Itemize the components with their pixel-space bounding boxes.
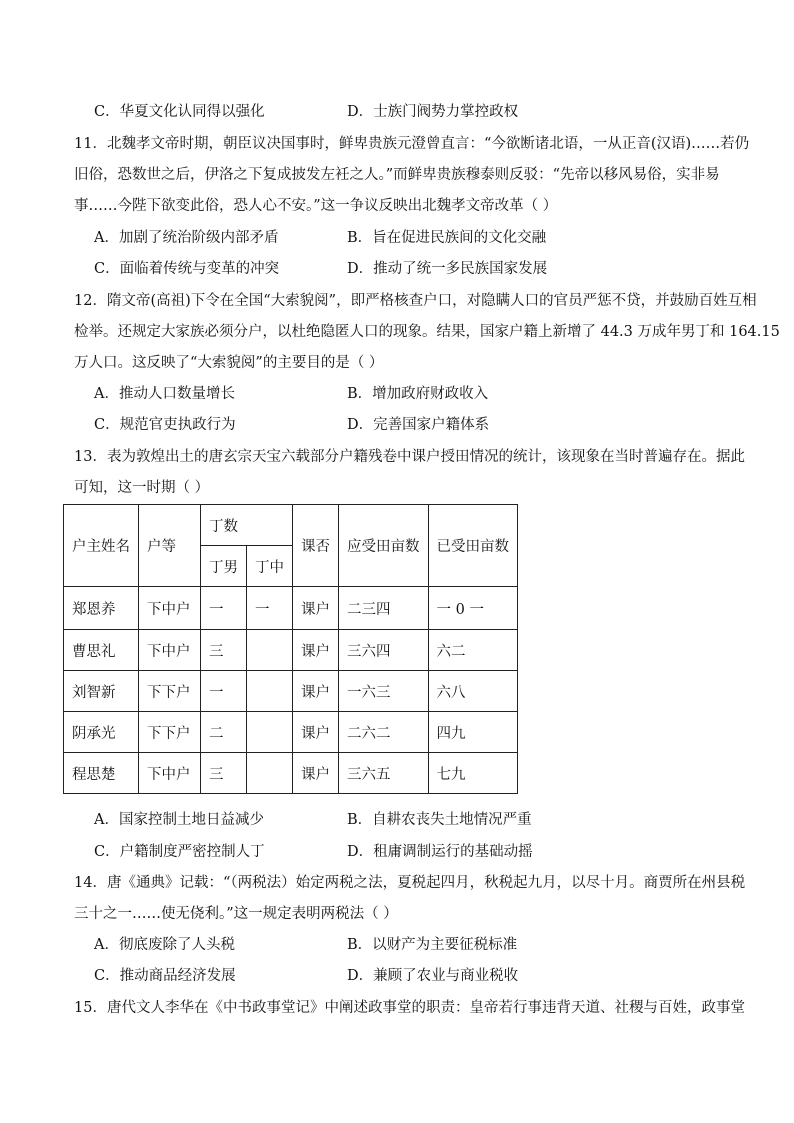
table-row xyxy=(64,712,518,753)
cell-grade: 下中户 xyxy=(139,753,201,794)
table-row xyxy=(64,587,518,630)
cell-grade: 下中户 xyxy=(139,587,201,630)
q14-stem-line-1: 14．唐《通典》记载：“（两税法）始定两税之法，夏税起四月，秋税起九月，以尽十月。商贾所在州县税 xyxy=(74,875,746,891)
table-row xyxy=(64,671,518,712)
cell-should: 二六二 xyxy=(339,712,429,753)
q12-stem-line-2: 检举。还规定大家族必须分户，以杜绝隐匿人口的现象。结果，国家户籍上新增了 44.3 万成年男丁和 164.15 xyxy=(74,324,780,340)
header-dingnan: 丁男 xyxy=(201,546,247,587)
cell-name: 郑恩养 xyxy=(64,587,139,630)
cell-received: 六八 xyxy=(428,671,518,712)
q14-option-c[interactable]: C．推动商品经济发展 xyxy=(94,968,236,984)
q13-stem-line-1: 13．表为敦煌出土的唐玄宗天宝六载部分户籍残卷中课户授田情况的统计，该现象在当时普遍存在。据此 xyxy=(74,449,745,465)
q11-option-d[interactable]: D．推动了统一多民族国家发展 xyxy=(347,261,548,277)
cell-nan: 二 xyxy=(201,712,247,753)
header-dingzhong: 丁中 xyxy=(247,546,293,587)
cell-should: 二三四 xyxy=(339,587,429,630)
cell-nan: 一 xyxy=(201,671,247,712)
household-registry-table xyxy=(63,504,518,794)
cell-nan: 三 xyxy=(201,753,247,794)
q11-option-a[interactable]: A．加剧了统治阶级内部矛盾 xyxy=(94,230,279,246)
cell-nan: 三 xyxy=(201,630,247,671)
q14-stem-line-2: 三十之一……使无侥利。”这一规定表明两税法（ ） xyxy=(74,906,398,922)
header-received: 已受田亩数 xyxy=(428,505,518,587)
cell-name: 曹思礼 xyxy=(64,630,139,671)
q14-option-a[interactable]: A．彻底废除了人头税 xyxy=(94,937,235,953)
cell-nan: 一 xyxy=(201,587,247,630)
q10-option-c[interactable]: C．华夏文化认同得以强化 xyxy=(94,104,265,120)
q12-stem-line-1: 12．隋文帝(高祖)下令在全国“大索貌阅”，即严格核查户口，对隐瞒人口的官员严惩不贷，并鼓励百姓互相 xyxy=(74,293,757,309)
header-grade: 户等 xyxy=(139,505,201,587)
cell-ke: 课户 xyxy=(293,753,339,794)
cell-grade: 下下户 xyxy=(139,712,201,753)
q11-option-b[interactable]: B．旨在促进民族间的文化交融 xyxy=(347,230,547,246)
cell-grade: 下中户 xyxy=(139,630,201,671)
cell-zhong xyxy=(247,753,293,794)
cell-grade: 下下户 xyxy=(139,671,201,712)
table-row xyxy=(64,753,518,794)
cell-ke: 课户 xyxy=(293,587,339,630)
q11-option-c[interactable]: C．面临着传统与变革的冲突 xyxy=(94,261,280,277)
q13-option-d[interactable]: D．租庸调制运行的基础动摇 xyxy=(347,844,533,860)
cell-received: 七九 xyxy=(428,753,518,794)
q11-stem-line-1: 11．北魏孝文帝时期，朝臣议决国事时，鲜卑贵族元澄曾直言：“今欲断诸北语，一从正音(汉语)……若仍 xyxy=(74,136,750,152)
cell-zhong xyxy=(247,630,293,671)
cell-name: 阴承光 xyxy=(64,712,139,753)
cell-received: 一 0 一 xyxy=(428,587,518,630)
q13-option-b[interactable]: B．自耕农丧失土地情况严重 xyxy=(347,812,532,828)
cell-zhong: 一 xyxy=(247,587,293,630)
cell-ke: 课户 xyxy=(293,712,339,753)
cell-ke: 课户 xyxy=(293,630,339,671)
header-name: 户主姓名 xyxy=(64,505,139,587)
table-row xyxy=(64,630,518,671)
q10-option-d[interactable]: D．士族门阀势力掌控政权 xyxy=(347,104,519,120)
q12-option-c[interactable]: C．规范官吏执政行为 xyxy=(94,417,236,433)
header-ding: 丁数 xyxy=(201,505,293,546)
cell-should: 一六三 xyxy=(339,671,429,712)
cell-received: 六二 xyxy=(428,630,518,671)
q12-option-a[interactable]: A．推动人口数量增长 xyxy=(94,386,235,402)
cell-received: 四九 xyxy=(428,712,518,753)
q13-option-a[interactable]: A．国家控制土地日益减少 xyxy=(94,812,264,828)
q14-option-b[interactable]: B．以财产为主要征税标准 xyxy=(347,937,518,953)
q14-option-d[interactable]: D．兼顾了农业与商业税收 xyxy=(347,968,519,984)
q15-stem-line-1: 15．唐代文人李华在《中书政事堂记》中阐述政事堂的职责：皇帝若行事违背天道、社稷与百姓，政事堂 xyxy=(74,1000,745,1016)
cell-should: 三六五 xyxy=(339,753,429,794)
q12-stem-line-3: 万人口。这反映了“大索貌阅”的主要目的是（ ） xyxy=(74,355,384,371)
cell-ke: 课户 xyxy=(293,671,339,712)
q12-option-b[interactable]: B．增加政府财政收入 xyxy=(347,386,489,402)
cell-should: 三六四 xyxy=(339,630,429,671)
q13-stem-line-2: 可知，这一时期（ ） xyxy=(74,480,210,496)
q13-option-c[interactable]: C．户籍制度严密控制人丁 xyxy=(94,844,265,860)
q11-stem-line-2: 旧俗，恐数世之后，伊洛之下复成披发左衽之人。”而鲜卑贵族穆泰则反驳：“先帝以移风易俗，实非易 xyxy=(74,167,720,183)
q11-stem-line-3: 事……今陛下欲变此俗，恐人心不安。”这一争议反映出北魏孝文帝改革（ ） xyxy=(74,198,558,214)
cell-zhong xyxy=(247,712,293,753)
q12-option-d[interactable]: D．完善国家户籍体系 xyxy=(347,417,490,433)
header-should: 应受田亩数 xyxy=(339,505,429,587)
cell-name: 刘智新 xyxy=(64,671,139,712)
header-ke: 课否 xyxy=(293,505,339,587)
cell-name: 程思楚 xyxy=(64,753,139,794)
cell-zhong xyxy=(247,671,293,712)
